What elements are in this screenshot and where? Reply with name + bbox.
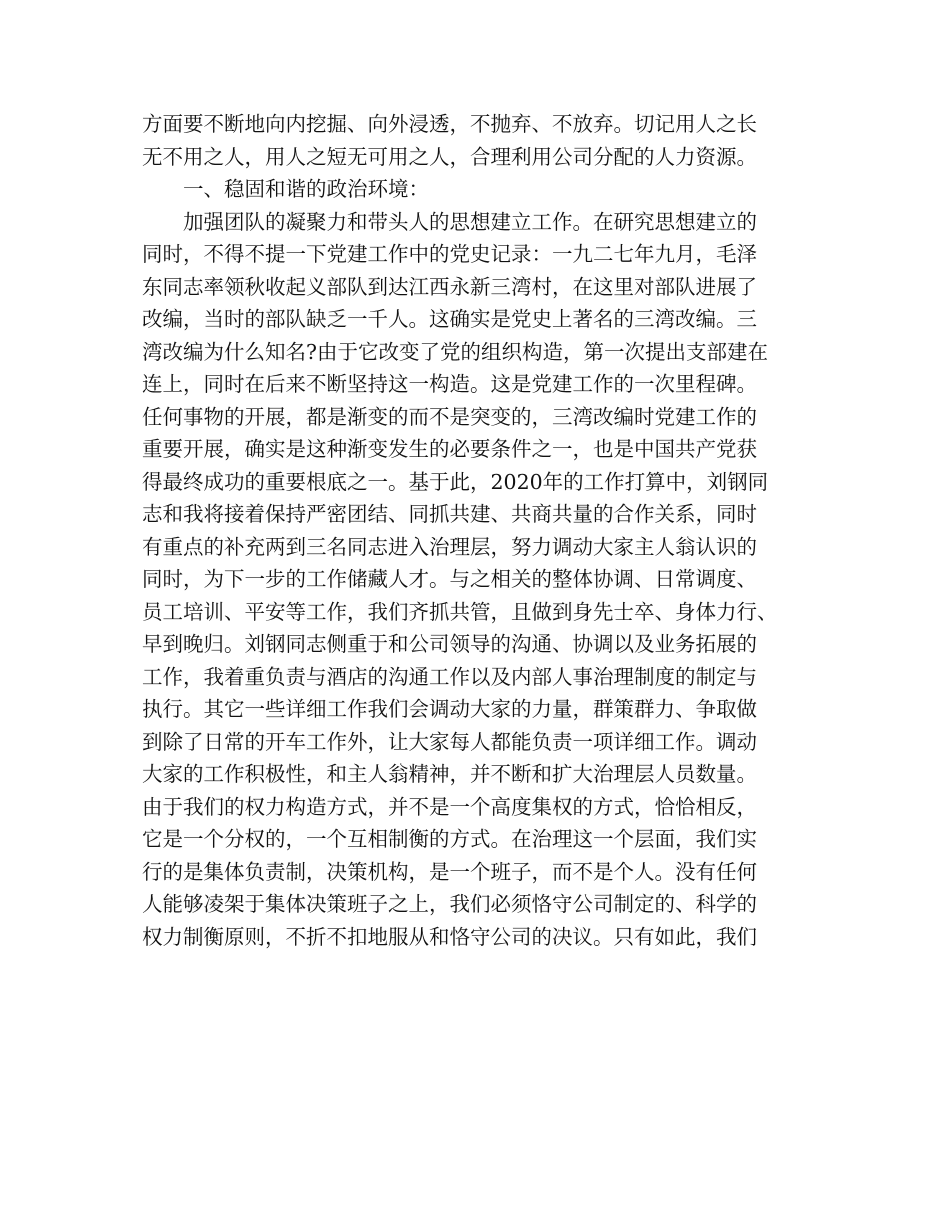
text-line: 它是一个分权的，一个互相制衡的方式。在治理这一个层面，我们实 [142,827,757,851]
paragraph-start-line: 加强团队的凝聚力和带头人的思想建立工作。在研究思想建立的 [183,209,757,234]
text-line: 方面要不断地向内挖掘、向外浸透，不抛弃、不放弃。切记用人之长 [142,112,757,136]
text-line: 人能够凌架于集体决策班子之上，我们必须恪守公司制定的、科学的 [142,892,757,916]
text-line: 改编，当时的部队缺乏一千人。这确实是党史上著名的三湾改编。三 [142,307,757,331]
text-line: 同时，不得不提一下党建工作中的党史记录：一九二七年九月，毛泽 [142,242,757,266]
text-line: 行的是集体负责制，决策机构，是一个班子，而不是个人。没有任何 [142,859,757,884]
text-line: 大家的工作积极性，和主人翁精神，并不断和扩大治理层人员数量。 [142,762,757,786]
text-line: 重要开展，确实是这种渐变发生的必要条件之一，也是中国共产党获 [142,437,757,461]
text-line: 权力制衡原则，不折不扣地服从和恪守公司的决议。只有如此，我们 [142,924,757,949]
text-line: 员工培训、平安等工作，我们齐抓共管，且做到身先士卒、身体力行、 [142,599,778,624]
text-line: 得最终成功的重要根底之一。基于此，2020年的工作打算中，刘钢同 [142,469,769,494]
body-text [142,108,832,953]
text-line: 由于我们的权力构造方式，并不是一个高度集权的方式，恰恰相反， [142,794,757,819]
section-heading: 一、稳固和谐的政治环境： [183,177,429,201]
text-line: 早到晚归。刘钢同志侧重于和公司领导的沟通、协调以及业务拓展的 [142,632,757,656]
text-line: 湾改编为什么知名?由于它改变了党的组织构造，第一次提出支部建在 [142,339,768,364]
text-line: 任何事物的开展，都是渐变的而不是突变的，三湾改编时党建工作的 [142,404,757,429]
text-line: 无不用之人，用人之短无可用之人，合理利用公司分配的人力资源。 [142,144,757,169]
text-line: 东同志率领秋收起义部队到达江西永新三湾村，在这里对部队进展了 [142,274,757,299]
text-line: 志和我将接着保持严密团结、同抓共建、共商共量的合作关系，同时 [142,502,757,526]
text-line: 执行。其它一些详细工作我们会调动大家的力量，群策群力、争取做 [142,697,757,721]
text-line: 到除了日常的开车工作外，让大家每人都能负责一项详细工作。调动 [142,729,757,754]
text-line: 工作，我着重负责与酒店的沟通工作以及内部人事治理制度的制定与 [142,664,757,689]
text-line: 有重点的补充两到三名同志进入治理层，努力调动大家主人翁认识的 [142,534,757,559]
text-line: 连上，同时在后来不断坚持这一构造。这是党建工作的一次里程碑。 [142,372,757,396]
text-line: 同时，为下一步的工作储藏人才。与之相关的整体协调、日常调度、 [142,567,757,591]
